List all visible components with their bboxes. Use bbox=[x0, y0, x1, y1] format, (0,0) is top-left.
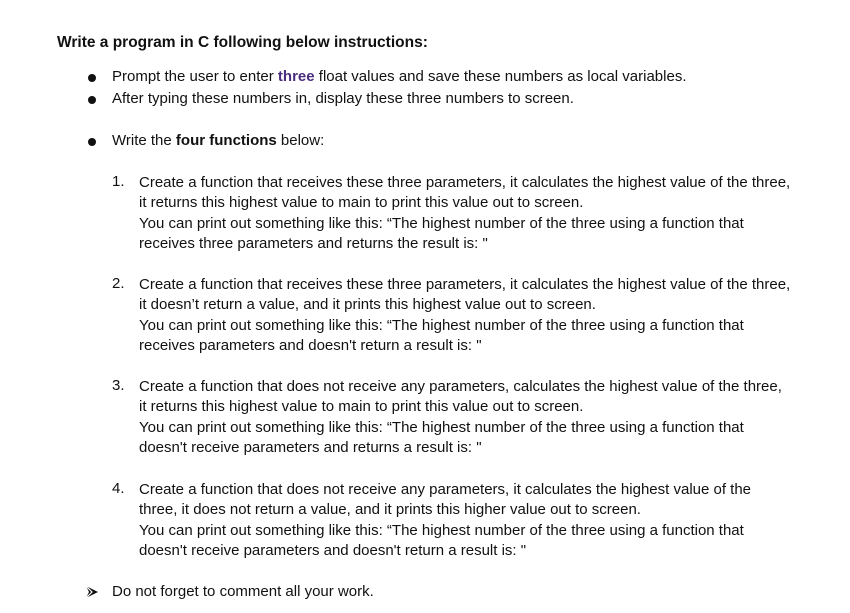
page-title: Write a program in C following below instructions: bbox=[57, 34, 428, 51]
instruction-text: float values and save these numbers as local variables. bbox=[314, 68, 687, 85]
instruction-prompt-input bbox=[112, 68, 686, 85]
paragraph-line: receives parameters and doesn't return a result is: " bbox=[139, 337, 482, 355]
function-4-description bbox=[139, 480, 829, 562]
bullet-icon bbox=[88, 138, 96, 146]
paragraph-line: three, it does not return a value, and it prints this higher value out to screen. bbox=[139, 501, 641, 519]
function-1-description bbox=[139, 173, 829, 255]
paragraph-line: You can print out something like this: “The highest number of the three using a function that bbox=[139, 316, 744, 334]
bold-four-functions: four functions bbox=[175, 132, 277, 149]
list-number: 1. bbox=[112, 173, 125, 190]
paragraph-line: doesn't receive parameters and doesn't return a result is: " bbox=[139, 542, 527, 560]
paragraph-line: receives three parameters and returns the result is: " bbox=[139, 235, 488, 253]
paragraph-line: it returns this highest value to main to print this value out to screen. bbox=[139, 398, 584, 416]
list-number: 3. bbox=[112, 377, 125, 394]
instruction-text: Write the bbox=[112, 132, 176, 149]
paragraph-line: Create a function that does not receive any parameters, calculates the highest value of the three, bbox=[139, 378, 782, 395]
instruction-write-functions bbox=[112, 132, 324, 149]
instruction-text: below: bbox=[276, 132, 325, 149]
function-2-description bbox=[139, 275, 829, 357]
highlight-three: three bbox=[277, 68, 315, 85]
instruction-text: Prompt the user to enter bbox=[112, 68, 278, 85]
paragraph-line: Create a function that receives these three parameters, it calculates the highest value of the three, bbox=[139, 174, 791, 191]
bullet-icon bbox=[88, 74, 96, 82]
function-3-description bbox=[139, 377, 829, 459]
paragraph-line: You can print out something like this: “The highest number of the three using a function that bbox=[139, 214, 744, 232]
paragraph-line: it doesn’t return a value, and it prints this highest value out to screen. bbox=[139, 296, 596, 314]
footer-note: Do not forget to comment all your work. bbox=[112, 583, 374, 600]
paragraph-line: You can print out something like this: “The highest number of the three using a function that bbox=[139, 521, 744, 539]
instruction-display-numbers: After typing these numbers in, display these three numbers to screen. bbox=[112, 90, 574, 107]
paragraph-line: Create a function that receives these three parameters, it calculates the highest value of the three, bbox=[139, 276, 791, 293]
paragraph-line: doesn't receive parameters and returns a result is: " bbox=[139, 439, 482, 457]
arrow-right-icon bbox=[84, 584, 100, 600]
bullet-icon bbox=[88, 96, 96, 104]
paragraph-line: it returns this highest value to main to print this value out to screen. bbox=[139, 194, 584, 212]
paragraph-line: Create a function that does not receive any parameters, it calculates the highest value of the bbox=[139, 481, 752, 498]
list-number: 2. bbox=[112, 275, 125, 292]
paragraph-line: You can print out something like this: “The highest number of the three using a function that bbox=[139, 418, 744, 436]
list-number: 4. bbox=[112, 480, 125, 497]
